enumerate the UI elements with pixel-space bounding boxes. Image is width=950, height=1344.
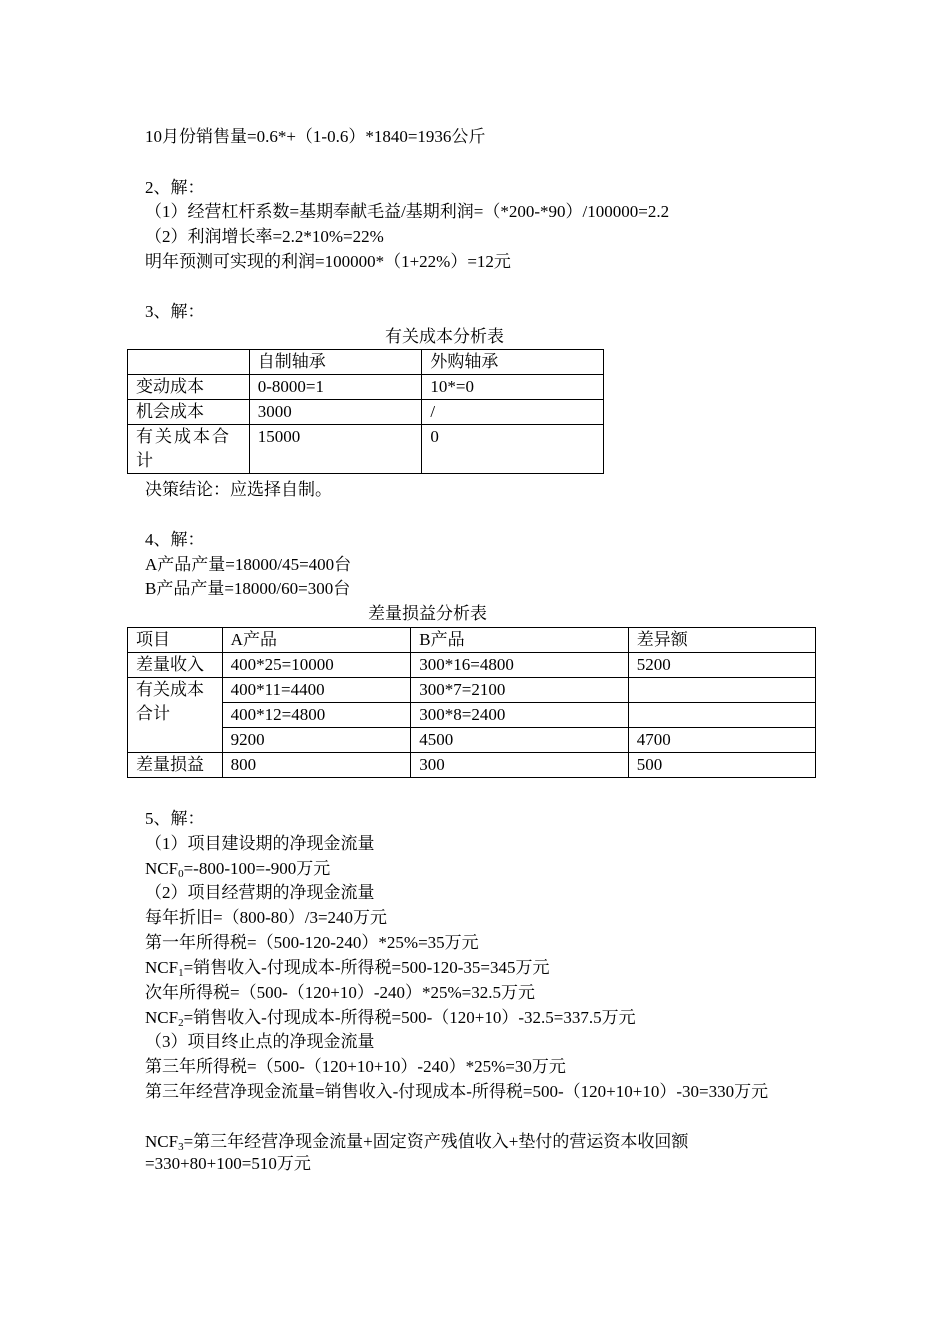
ncf2-line — [145, 1007, 636, 1029]
table-row — [128, 653, 816, 678]
ncf-label: NCF — [145, 859, 179, 878]
table-cell: 机会成本 — [128, 400, 250, 425]
table-cell: / — [422, 400, 604, 425]
cost-table-title: 有关成本分析表 — [385, 327, 504, 346]
differential-profit-table — [127, 627, 816, 778]
forecast-profit-line: 明年预测可实现的利润=100000*（1+22%）=12元 — [145, 252, 511, 271]
table-row — [128, 628, 816, 653]
section2-heading: 2、解： — [145, 178, 205, 197]
table-cell: 300*7=2100 — [411, 678, 628, 703]
table-cell: 4500 — [411, 728, 628, 753]
ncf3-line — [145, 1131, 810, 1175]
table-row — [128, 678, 816, 703]
table-cell: 外购轴承 — [422, 350, 604, 375]
year3-tax-line: 第三年所得税=（500-（120+10+10）-240）*25%=30万元 — [145, 1057, 566, 1076]
table-cell: 400*11=4400 — [222, 678, 411, 703]
section5-heading: 5、解： — [145, 809, 205, 828]
table-cell — [628, 678, 815, 703]
table-cell: A产品 — [222, 628, 411, 653]
table-row — [128, 350, 604, 375]
table-cell: 9200 — [222, 728, 411, 753]
table-row — [128, 425, 604, 474]
table-cell: 自制轴承 — [249, 350, 422, 375]
ncf1-line — [145, 957, 549, 979]
section3-heading: 3、解： — [145, 302, 205, 321]
ncf-subscript: 3 — [178, 1141, 184, 1153]
table-cell: 300 — [411, 753, 628, 778]
ncf-subscript: 1 — [178, 967, 184, 979]
ncf-label: NCF — [145, 1008, 179, 1027]
cost-analysis-table — [127, 349, 604, 474]
ncf0-line — [145, 858, 330, 880]
product-a-output: A产品产量=18000/45=400台 — [145, 555, 352, 574]
termination-subheading: （3）项目终止点的净现金流量 — [145, 1032, 375, 1051]
ncf-label: NCF — [145, 1132, 179, 1151]
table-cell: 300*16=4800 — [411, 653, 628, 678]
operating-period-subheading: （2）项目经营期的净现金流量 — [145, 883, 375, 902]
table-cell: B产品 — [411, 628, 628, 653]
decision-conclusion: 决策结论：应选择自制。 — [145, 480, 332, 499]
table-cell: 4700 — [628, 728, 815, 753]
october-sales-line: 10月份销售量=0.6*+（1-0.6）*1840=1936公斤 — [145, 127, 486, 146]
table-row — [128, 753, 816, 778]
construction-period-subheading: （1）项目建设期的净现金流量 — [145, 834, 375, 853]
table-cell: 差量收入 — [128, 653, 223, 678]
table-cell: 0 — [422, 425, 604, 474]
table-cell: 差量损益 — [128, 753, 223, 778]
ncf-label: NCF — [145, 958, 179, 977]
year3-operating-cf-line: 第三年经营净现金流量=销售收入-付现成本-所得税=500-（120+10+10）-30=330万元 — [145, 1082, 769, 1101]
ncf-formula: =销售收入-付现成本-所得税=500-120-35=345万元 — [183, 958, 550, 977]
leverage-line: （1）经营杠杆系数=基期奉献毛益/基期利润=（*200-*90）/100000=2.2 — [145, 202, 670, 221]
table-cell — [128, 350, 250, 375]
product-b-output: B产品产量=18000/60=300台 — [145, 579, 351, 598]
table-row — [128, 703, 816, 728]
table-row — [128, 728, 816, 753]
year2-tax-line: 次年所得税=（500-（120+10）-240）*25%=32.5万元 — [145, 983, 535, 1002]
table-cell: 15000 — [249, 425, 422, 474]
ncf-formula: =销售收入-付现成本-所得税=500-（120+10）-32.5=337.5万元 — [183, 1008, 636, 1027]
ncf-formula: =第三年经营净现金流量+固定资产残值收入+垫付的营运资本收回额=330+80+100=510万元 — [145, 1132, 689, 1173]
table-cell: 差异额 — [628, 628, 815, 653]
ncf-formula: =-800-100=-900万元 — [183, 859, 331, 878]
table-cell: 0-8000=1 — [249, 375, 422, 400]
table-cell: 5200 — [628, 653, 815, 678]
table-cell: 800 — [222, 753, 411, 778]
depreciation-line: 每年折旧=（800-80）/3=240万元 — [145, 908, 388, 927]
table-row — [128, 375, 604, 400]
table-cell: 400*25=10000 — [222, 653, 411, 678]
ncf-subscript: 2 — [178, 1017, 184, 1029]
profit-table-title: 差量损益分析表 — [368, 604, 487, 623]
section4-heading: 4、解： — [145, 530, 205, 549]
table-cell: 10*=0 — [422, 375, 604, 400]
profit-growth-line: （2）利润增长率=2.2*10%=22% — [145, 227, 384, 246]
table-cell: 项目 — [128, 628, 223, 653]
table-cell — [628, 703, 815, 728]
table-row — [128, 400, 604, 425]
year1-tax-line: 第一年所得税=（500-120-240）*25%=35万元 — [145, 933, 479, 952]
table-cell: 3000 — [249, 400, 422, 425]
table-cell: 变动成本 — [128, 375, 250, 400]
table-cell: 300*8=2400 — [411, 703, 628, 728]
table-cell: 500 — [628, 753, 815, 778]
ncf-subscript: 0 — [178, 868, 184, 880]
table-cell: 有关成本合计 — [128, 678, 223, 753]
table-cell: 400*12=4800 — [222, 703, 411, 728]
table-cell: 有关成本合计 — [128, 425, 250, 474]
